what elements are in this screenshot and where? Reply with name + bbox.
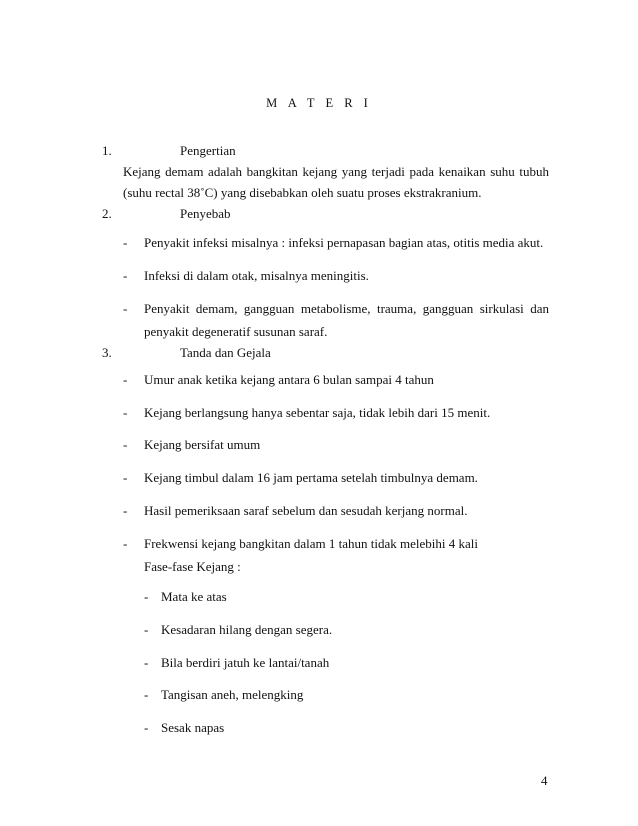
bullet-dash: - <box>123 268 128 283</box>
page-number: 4 <box>541 773 548 788</box>
bullet-dash: - <box>123 301 128 316</box>
sub-bullet-dash: - <box>144 655 149 670</box>
bullet-dash: - <box>123 470 128 485</box>
list-item: Infeksi di dalam otak, misalnya meningitis. <box>144 268 369 283</box>
list-item: Frekwensi kejang bangkitan dalam 1 tahun tidak melebihi 4 kali <box>144 536 478 551</box>
sub-list-item: Tangisan aneh, melengking <box>161 687 304 702</box>
section-1-paragraph-line-1: Kejang demam adalah bangkitan kejang yang terjadi pada kenaikan suhu tubuh <box>123 164 549 179</box>
section-3-heading: Tanda dan Gejala <box>180 345 271 360</box>
bullet-dash: - <box>123 536 128 551</box>
sub-list-item: Mata ke atas <box>161 589 227 604</box>
page-title: M A T E R I <box>266 96 372 110</box>
section-3-number: 3. <box>102 345 112 360</box>
sub-bullet-dash: - <box>144 622 149 637</box>
sub-list-item: Sesak napas <box>161 720 225 735</box>
sub-list-item: Bila berdiri jatuh ke lantai/tanah <box>161 655 330 670</box>
list-item: Kejang timbul dalam 16 jam pertama setelah timbulnya demam. <box>144 470 478 485</box>
section-2-heading: Penyebab <box>180 206 231 221</box>
sub-bullet-dash: - <box>144 589 149 604</box>
list-item: Umur anak ketika kejang antara 6 bulan sampai 4 tahun <box>144 372 434 387</box>
bullet-dash: - <box>123 372 128 387</box>
sub-bullet-dash: - <box>144 687 149 702</box>
section-1-heading: Pengertian <box>180 143 236 158</box>
list-item: Hasil pemeriksaan saraf sebelum dan sesudah kerjang normal. <box>144 503 468 518</box>
sub-bullet-dash: - <box>144 720 149 735</box>
bullet-dash: - <box>123 405 128 420</box>
bullet-dash: - <box>123 235 128 250</box>
list-item: Kejang bersifat umum <box>144 437 261 452</box>
section-1-number: 1. <box>102 143 112 158</box>
list-item: Kejang berlangsung hanya sebentar saja, tidak lebih dari 15 menit. <box>144 405 491 420</box>
bullet-dash: - <box>123 503 128 518</box>
sub-list-item: Kesadaran hilang dengan segera. <box>161 622 333 637</box>
subheading-phases: Fase-fase Kejang : <box>144 559 241 574</box>
bullet-dash: - <box>123 437 128 452</box>
section-1-paragraph-line-2: (suhu rectal 38˚C) yang disebabkan oleh suatu proses ekstrakranium. <box>123 185 482 200</box>
list-item-continuation: penyakit degeneratif susunan saraf. <box>144 324 328 339</box>
list-item: Penyakit demam, gangguan metabolisme, trauma, gangguan sirkulasi dan <box>144 301 549 316</box>
section-2-number: 2. <box>102 206 112 221</box>
list-item: Penyakit infeksi misalnya : infeksi pernapasan bagian atas, otitis media akut. <box>144 235 544 250</box>
